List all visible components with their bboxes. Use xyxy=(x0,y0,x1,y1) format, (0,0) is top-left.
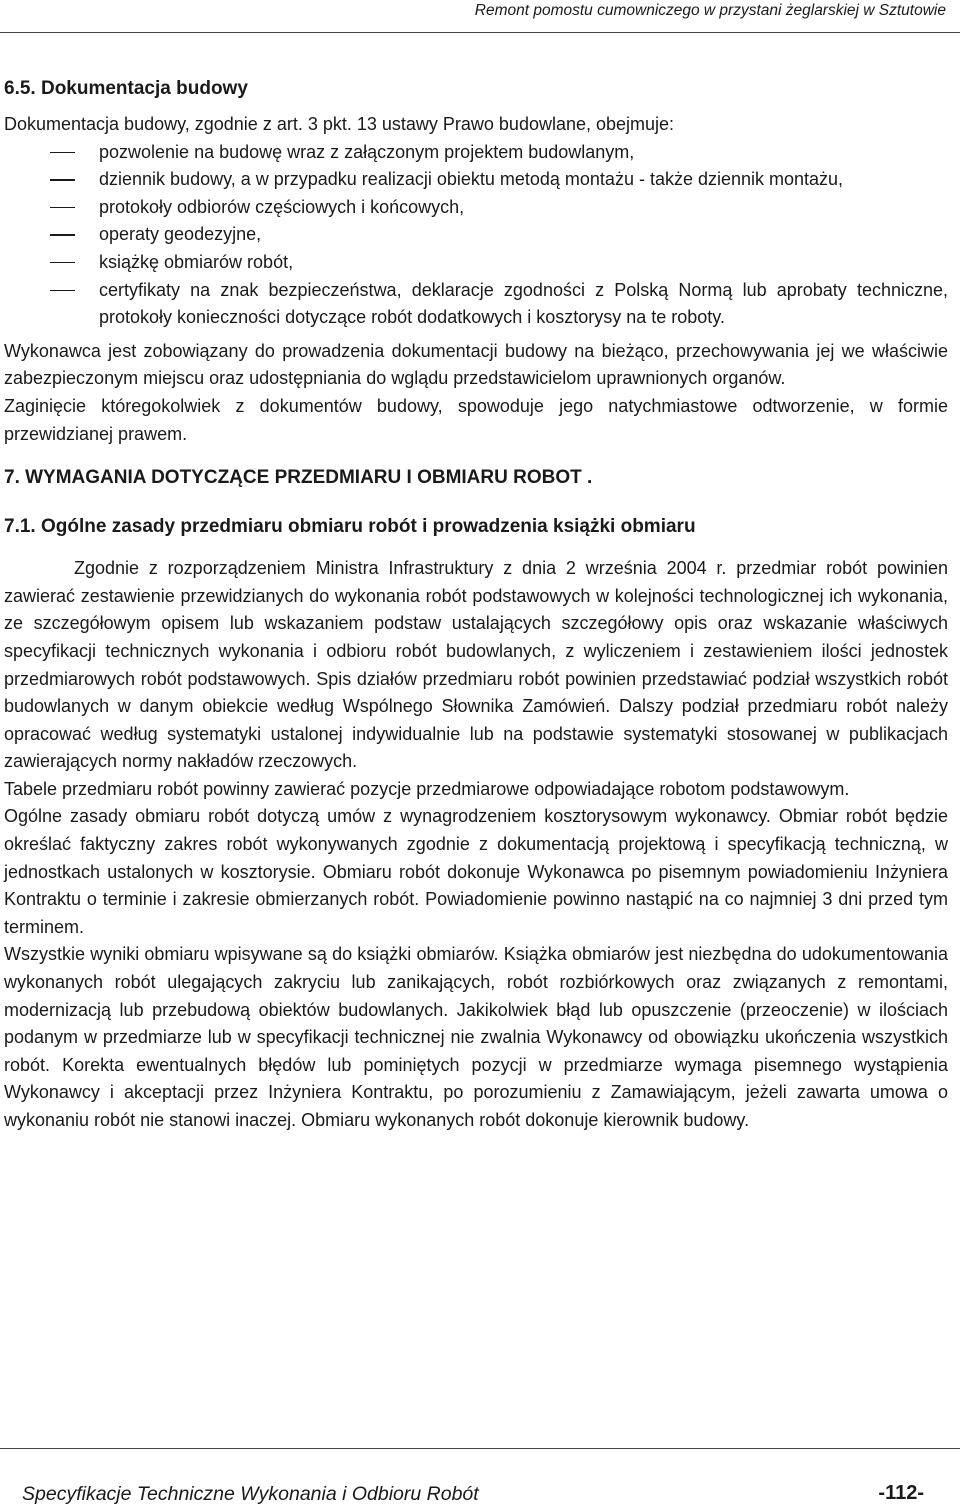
section-heading-6-5: 6.5. Dokumentacja budowy xyxy=(4,78,248,99)
dash-bullet-icon xyxy=(50,262,75,264)
paragraph-loss: Zaginięcie któregokolwiek z dokumentów budowy, spowoduje jego natychmiastowe odtworzenie, w formie przewidzianej prawem. xyxy=(4,395,948,444)
page-header xyxy=(0,0,960,33)
paragraph-przedmiar: Zgodnie z rozporządzeniem Ministra Infrastruktury z dnia 2 września 2004 r. przedmiar robót powinien zawierać zestawienie przewidzianych do wykonania robót podstawowych w kolejności technologicznej ich wykonania, ze szczegółowym opisem lub wskazaniem podstaw ustalających szczegółowy opis oraz wskazanie właściwych specyfikacji technicznych wykonania i odbioru robót budowlanych, z wyliczeniem i zestawieniem ilości jednostek przedmiarowych robót podstawowych. Spis działów przedmiaru robót powinien przedstawiać podział wszystkich robót budowlanych w danym obiekcie według Wspólnego Słownika Zamówień. Dalszy podział przedmiaru robót należy opracować według systematyki ustalonej indywidualnie lub na podstawie systematyki stosowanej w publikacjach zawierających normy nakładów rzeczowych. xyxy=(4,558,948,772)
page-number: -112- xyxy=(878,1482,924,1504)
dash-bullet-icon xyxy=(50,207,75,209)
dash-bullet-icon xyxy=(50,290,75,292)
page-content xyxy=(4,77,948,1135)
dash-bullet-icon xyxy=(50,179,75,181)
section-heading-7-1: 7.1. Ogólne zasady przedmiaru obmiaru robót i prowadzenia książki obmiaru xyxy=(4,516,696,538)
list-item: pozwolenie na budowę wraz z załączonym projektem budowlanym, xyxy=(4,139,948,167)
paragraph-obmiar: Ogólne zasady obmiaru robót dotyczą umów z wynagrodzeniem kosztorysowym wykonawcy. Obmiar robót będzie określać faktyczny zakres robót wykonywanych zgodnie z dokumentacją projektową i specyfikacją techniczną, w jednostkach ustalonych w kosztorysie. Obmiaru robót dokonuje Wykonawca po pisemnym powiadomieniu Inżyniera Kontraktu o terminie i zakresie obmierzanych robót. Powiadomienie powinno nastąpić na co najmniej 3 dni przed tym terminem. xyxy=(4,806,948,937)
dash-bullet-icon xyxy=(50,234,75,236)
section-heading-7: 7. WYMAGANIA DOTYCZĄCE PRZEDMIARU I OBMIARU ROBOT . xyxy=(4,467,593,489)
paragraph-tabele: Tabele przedmiaru robót powinny zawierać pozycje przedmiarowe odpowiadające robotom podstawowym. xyxy=(4,778,850,799)
paragraph-ksiazka-obmiarow: Wszystkie wyniki obmiaru wpisywane są do książki obmiarów. Książka obmiarów jest niezbędna do udokumentowania wykonanych robót ulegających zakryciu lub zanikających, robót rozbiórkowych oraz związanych z remontami, modernizacją lub przebudową obiektów budowlanych. Jakikolwiek błąd lub opuszczenie (przeoczenie) w ilościach podanym w przedmiarze lub w specyfikacji technicznej nie zwalnia Wykonawcy od obowiązku ukończenia wszystkich robót. Korekta ewentualnych błędów lub pominiętych pozycji w przedmiarze wymaga pisemnego wystąpienia Wykonawcy i akceptacji przez Inżyniera Kontraktu, po porozumieniu z Zamawiającym, jeżeli zawarta umowa o wykonaniu robót nie stanowi inaczej. Obmiaru wykonanych robót dokonuje kierownik budowy. xyxy=(4,944,948,1130)
list-item: operaty geodezyjne, xyxy=(4,221,948,249)
running-title: Remont pomostu cumowniczego w przystani żeglarskiej w Sztutowie xyxy=(474,2,946,19)
dash-bullet-icon xyxy=(50,152,75,154)
paragraph-obligations: Wykonawca jest zobowiązany do prowadzenia dokumentacji budowy na bieżąco, przechowywania jej we właściwie zabezpieczonym miejscu oraz udostępniania do wglądu przedstawicielom uprawnionych organów. xyxy=(4,340,948,389)
list-item: protokoły odbiorów częściowych i końcowych, xyxy=(4,194,948,222)
list-item: książkę obmiarów robót, xyxy=(4,249,948,277)
intro-paragraph: Dokumentacja budowy, zgodnie z art. 3 pkt. 13 ustawy Prawo budowlane, obejmuje: xyxy=(4,114,675,134)
page-footer xyxy=(0,1448,960,1505)
list-item: certyfikaty na znak bezpieczeństwa, deklaracje zgodności z Polską Normą lub aprobaty techniczne, protokoły konieczności dotyczące robót dodatkowych i kosztorysy na te roboty. xyxy=(4,277,948,332)
list-item: dziennik budowy, a w przypadku realizacji obiektu metodą montażu - także dziennik montażu, xyxy=(4,166,948,194)
footer-document-title: Specyfikacje Techniczne Wykonania i Odbioru Robót xyxy=(22,1483,479,1505)
documentation-list xyxy=(4,139,948,332)
